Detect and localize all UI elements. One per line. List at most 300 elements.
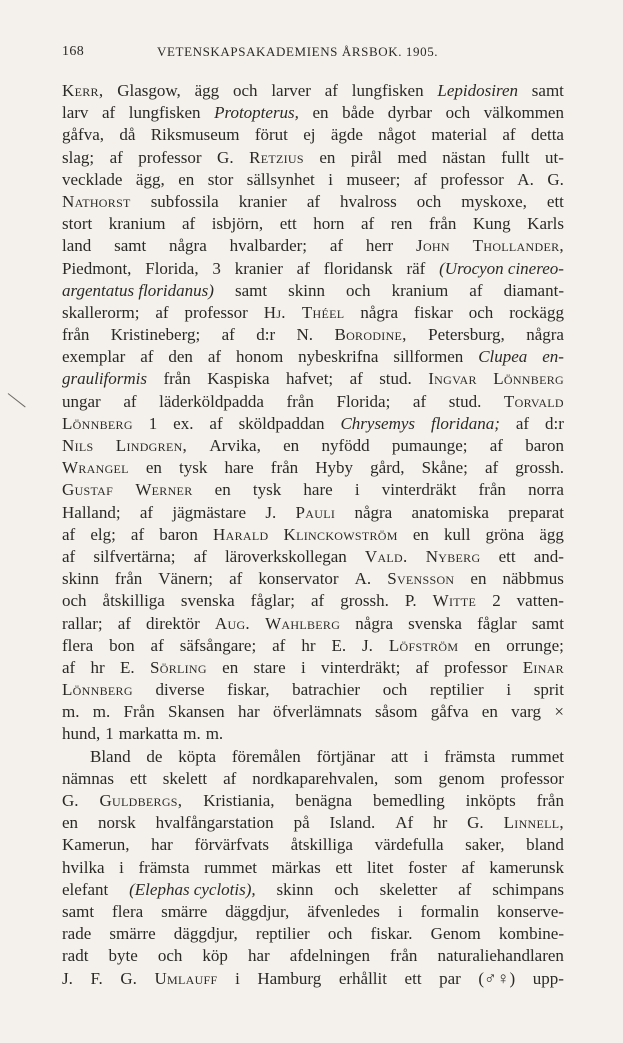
word: förvärfvats [194,835,270,855]
word: Hamburg [257,968,322,988]
word: lungfisken [128,103,201,123]
word: fiskar. [370,924,413,944]
word: G. [120,968,137,988]
word: diamant- [503,280,564,300]
word: af [329,236,344,256]
word: af [469,280,483,300]
word: and- [533,546,564,566]
word: Florida; [336,391,391,411]
word: räf [406,258,426,278]
word: elg; [90,524,116,544]
word: fåglar; [250,591,296,611]
word: af [123,391,137,411]
word: i [397,901,403,921]
word: professor [500,768,564,788]
word: Af [395,813,414,833]
word: upp- [532,968,564,988]
word: foster [408,857,447,877]
word: en [412,524,429,544]
word: markatta [118,724,179,744]
species-word: argentatus floridanus) [62,280,214,300]
word: och [157,946,183,966]
word: något [378,125,417,145]
name-word: Nyberg [425,546,481,566]
species-word: Clupea [478,347,528,367]
word: m. [205,724,224,744]
word: ej [303,125,316,145]
species-word: floridana; [430,413,500,433]
text-line [62,879,564,901]
word: i [300,657,306,677]
word: och [445,103,471,123]
word: schimpans [492,879,564,899]
word: ett [279,214,297,234]
text-line [62,435,564,457]
word: en [474,635,491,655]
word: och [334,879,359,899]
word: floridansk [323,258,393,278]
name-word: Retzius [249,147,304,167]
word: att [390,746,408,766]
word: larv [62,103,89,123]
word: några [355,613,394,633]
text-line [62,746,564,768]
word: G. [62,791,79,810]
word: fiskar, [227,680,270,700]
word: af [296,258,310,278]
word: land [62,236,92,256]
word: af [412,391,427,411]
word: E. [331,635,347,655]
name-word: Wrangel [62,458,129,478]
word: 2 [492,591,501,611]
text-line [62,413,564,435]
word: skeletter [379,879,438,899]
text-line [62,834,564,856]
word: afdelningen [289,946,370,966]
word: köp [202,946,228,966]
name-word: Hj. [263,302,286,322]
word: fåglar [477,613,517,633]
word: äfvenledes [307,901,380,921]
word: samt [531,81,564,100]
species-word: (Elephas cyclotis), [129,879,256,899]
word: sprit [533,680,564,700]
text-line [62,457,564,479]
word: m. [92,702,111,722]
word: baron [159,524,198,544]
word: af [207,347,222,367]
word: vecklade [62,169,123,189]
word: från [428,214,457,234]
word: af [349,369,363,389]
word: från [62,325,90,345]
word: stor [207,169,234,189]
text-line [62,945,564,967]
word: och [416,191,442,211]
text-line [62,857,564,879]
word: och [232,81,258,100]
word: myskoxe, [461,191,527,211]
text-line [62,568,564,590]
word: kranium [108,214,166,234]
word: och [468,302,494,322]
word: har [247,946,270,966]
name-word: Lönnberg [62,413,133,433]
word: Kung [472,214,511,234]
word: fullt [501,147,530,167]
word: en [178,169,195,189]
word: isbjörn, [211,214,264,234]
word: af [515,413,530,433]
word: genom [438,768,485,788]
word: sillformen [393,347,464,367]
word: några [169,236,207,256]
name-word: Thollander, [472,236,564,256]
word: saker, [465,835,505,855]
word: m. [183,724,201,744]
word: reptilier [429,680,484,700]
word: Skansen [167,702,225,722]
text-line [62,502,564,524]
word: naturaliehandlaren [437,946,564,966]
word: Piedmont, [62,258,132,278]
word: en [481,702,498,722]
text-line [62,524,564,546]
word: af [360,214,375,234]
text-line [62,679,564,701]
word: kombine- [498,924,564,944]
word: ett [404,968,422,988]
word: den [168,347,193,367]
word: i [328,169,333,189]
word: märkas [271,857,321,877]
text-line [62,790,564,812]
word: af [485,458,499,478]
text-line [62,901,564,923]
word: subfossila [150,191,219,211]
word: Halland; [62,502,121,522]
word: vinterdräkt [381,480,457,500]
word: ungar [62,391,101,411]
species-word: (Urocyon cinereo- [439,258,564,278]
word: från [163,369,191,389]
word: reptilier [255,924,310,944]
word: vinterdräkt; [320,657,401,677]
word: benägna [295,791,353,810]
name-word: Witte [432,591,477,611]
name-word: Harald [213,524,269,544]
name-word: Nils [62,436,94,455]
text-line [62,169,564,191]
word: stud. [448,391,482,411]
word: och [382,680,408,700]
word: skinn [288,280,325,300]
name-word: John [416,236,450,256]
word: baron [525,436,564,455]
word: bon [109,635,135,655]
word: af [150,635,164,655]
text-line [62,258,564,280]
word: flera [112,901,144,921]
name-word: Pauli [295,502,336,522]
word: rockägg [509,302,564,322]
word: museer; [346,169,401,189]
word: jägmästare [172,502,247,522]
word: Hyby [315,458,354,478]
word: skinn [276,879,314,899]
name-word: Svensson [387,569,455,589]
word: professor [138,147,202,167]
word: rummet [511,746,564,766]
species-word: en- [542,347,564,367]
word: material [431,125,488,145]
word: hr [301,635,316,655]
name-word: Nathorst [62,191,131,211]
word: af [62,546,76,566]
word: ägg, [135,169,165,189]
word: och [327,924,353,944]
word: då [119,125,136,145]
word: bemedling [372,791,445,810]
name-word: Gustaf [62,480,114,500]
word: en [145,458,162,478]
word: J. [265,502,277,522]
word: stud. [379,369,412,389]
word: A. [354,569,372,589]
name-word: Wahlberg [265,613,341,633]
word: de [146,746,163,766]
word: af [413,169,428,189]
word: af [117,613,131,633]
word: stort [62,214,93,234]
word: främsta [444,746,496,766]
word: af [109,147,123,167]
word: i [235,968,240,988]
word: samt [114,236,147,256]
word: professor [184,302,248,322]
word: direktör [146,613,200,633]
margin-pencil-mark [8,393,26,407]
word: i [354,480,360,500]
word: några [526,325,564,345]
word: A. [517,169,534,189]
word: svenska [180,591,235,611]
word: samt [234,280,268,300]
word: af [311,591,325,611]
word: föremålen [231,746,301,766]
word: tysk [179,458,208,478]
name-word: Aug. [214,613,250,633]
word: Skåne; [421,458,468,478]
word: pumaunge; [391,436,468,455]
name-word: Borodine, [334,325,407,345]
running-title: VETENSKAPSAKADEMIENS ÅRSBOK. 1905. [157,44,439,59]
text-line [62,80,564,102]
word: åtskilliga [102,591,165,611]
word: från [270,458,299,478]
word: en [283,436,300,455]
name-word: Lönnberg [62,680,133,700]
text-line [62,391,564,413]
word: samt [531,613,564,633]
word: flera [62,635,94,655]
word: främsta [138,857,190,877]
word: F. [90,968,103,988]
word: hund, [62,724,101,744]
text-line [62,635,564,657]
word: gröna [485,524,525,544]
word: af [209,413,223,433]
word: Kristineberg; [110,325,201,345]
name-word: Werner [135,480,193,500]
word: förtjänar [316,746,376,766]
word: ut- [545,147,564,167]
text-line [62,213,564,235]
word: Kaspiska [207,369,270,389]
word: kranium [391,280,449,300]
name-word: Lönnberg [493,369,564,389]
text-line [62,968,564,990]
word: af [62,657,76,677]
word: kranier [238,191,287,211]
word: af [130,524,145,544]
word: preparat [508,502,564,522]
word: en [214,480,231,500]
text-line [62,368,564,390]
word: såsom [374,702,418,722]
word: hvilka [62,857,105,877]
text-line [62,235,564,257]
word: några [360,302,399,322]
word: af [139,502,154,522]
word: af [223,768,237,788]
word: med [397,147,427,167]
text-line [62,723,564,745]
word: (♂♀) [478,968,516,988]
text-line [62,346,564,368]
word: Kamerun, [62,835,130,855]
word: tysk [252,480,282,500]
text-line [62,701,564,723]
text-line [62,546,564,568]
word: byte [108,946,138,966]
word: m. [62,702,80,722]
word: formalin [420,901,480,921]
word: ett [498,546,516,566]
word: smärre [109,924,156,944]
word: i [423,746,429,766]
word: nästan [442,147,486,167]
word: Riksmuseum [150,125,240,145]
word: värdefulla [374,835,444,855]
word: diverse [155,680,205,700]
name-word: Ingvar [428,369,477,389]
word: Kristiania, [203,791,275,810]
word: norsk [97,813,136,833]
word: läderköldpadda [159,391,264,411]
text-line [62,324,564,346]
word: skinn [62,569,99,589]
word: lungfisken [351,81,424,100]
word: ett [335,857,353,877]
word: af [461,857,475,877]
word: gåfva [430,702,469,722]
word: har [151,835,173,855]
word: litet [367,857,394,877]
word: en [62,813,79,833]
text-line [62,812,564,834]
word: gård, [370,458,405,478]
word: Från [123,702,155,722]
word: skallerorm; [62,302,140,322]
word: af [101,103,116,123]
word: nämnas [62,768,114,788]
word: kull [443,524,471,544]
word: norra [528,480,564,500]
word: kamerunsk [489,857,564,877]
species-word: grauliformis [62,369,148,389]
word: hvalfångarstation [155,813,274,833]
word: hr [90,657,105,677]
word: ren [390,214,413,234]
word: grossh. [340,591,389,611]
name-word: Umlauff [154,968,218,988]
word: G. [217,147,234,167]
word: på [293,813,310,833]
word: näbbmus [502,569,564,589]
word: af [221,325,235,345]
word: hvalbarder; [229,236,307,256]
word: erhållit [338,968,387,988]
word: hare [224,458,254,478]
name-word: Einar [522,657,564,677]
word: J. [362,635,373,655]
word: har [237,702,260,722]
word: af [193,546,207,566]
word: och [346,280,371,300]
name-word: Kerr, [62,81,104,100]
word: exemplar [62,347,126,367]
word: af [229,569,243,589]
word: Arvika, [209,436,261,455]
running-head [62,44,562,66]
word: slag; [62,147,95,167]
word: i [506,680,512,700]
word: af [415,657,429,677]
text-line [62,280,564,302]
word: en [470,569,487,589]
word: kranier [234,258,283,278]
word: och [62,591,87,611]
name-word: Torvald [503,391,564,411]
word: E. [120,657,135,677]
word: horn [313,214,345,234]
word: öfverlämnats [272,702,362,722]
name-word: Linnell, [503,813,564,833]
word: af [458,879,472,899]
word: i [119,857,124,877]
word: detta [530,125,564,145]
word: från [390,946,418,966]
word: d:r [545,413,564,433]
word: af [181,214,196,234]
word: stare [253,657,286,677]
name-word: Guldbergs, [99,791,183,810]
word: konservator [258,569,339,589]
word: nybeskrifna [298,347,379,367]
word: anatomiska [411,502,489,522]
